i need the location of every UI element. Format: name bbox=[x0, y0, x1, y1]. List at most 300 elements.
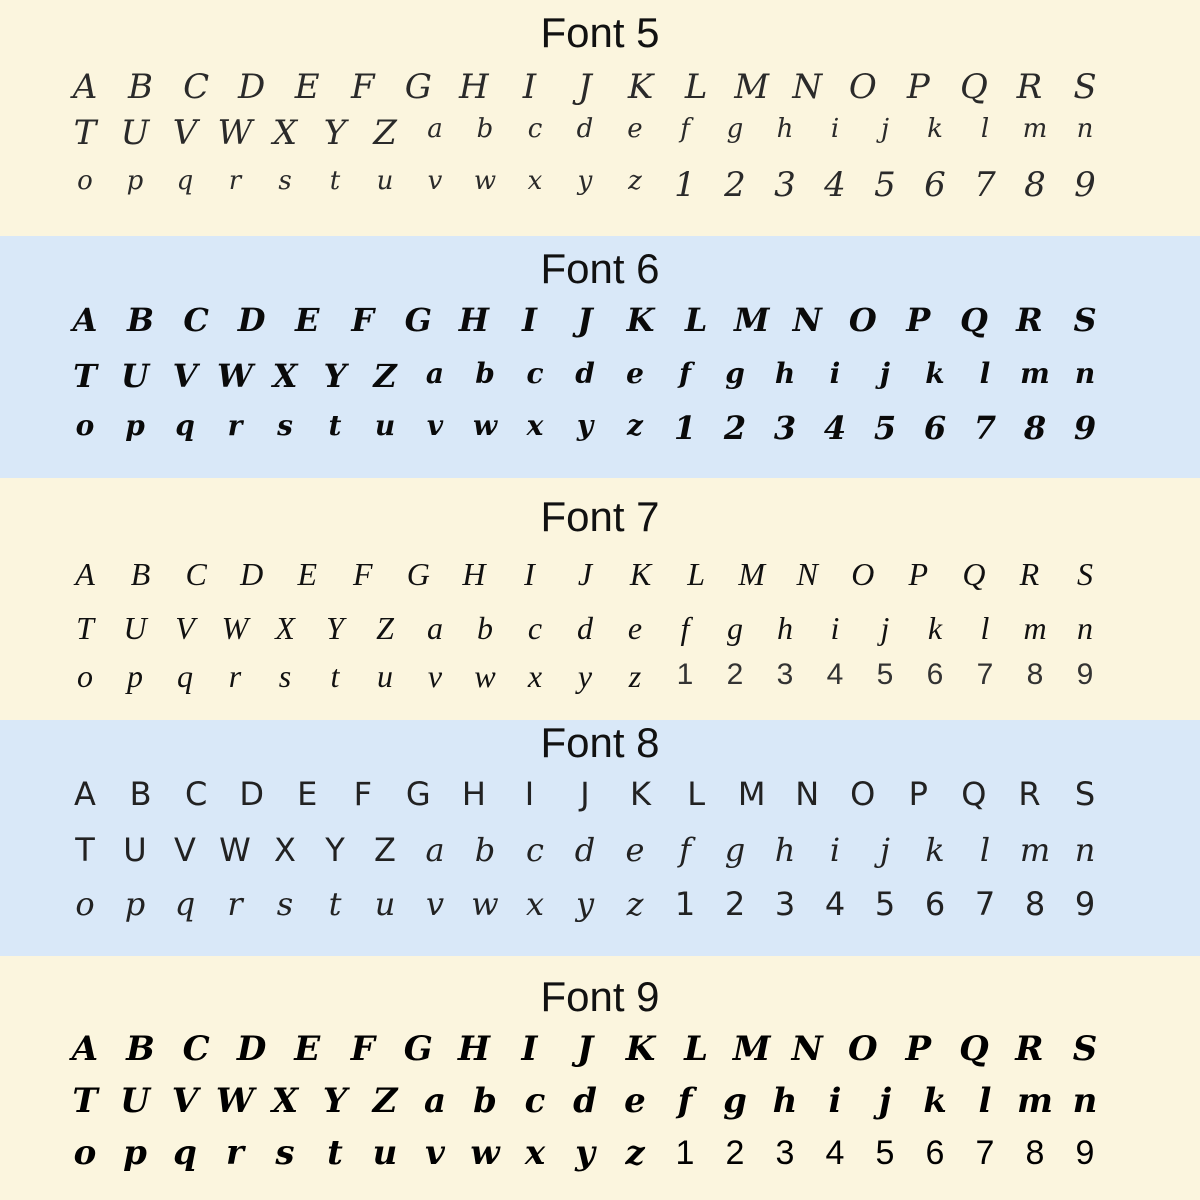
glyph-lower-u: u bbox=[372, 1133, 398, 1173]
glyph-upper-j: J bbox=[576, 1029, 594, 1069]
glyph-upper-w: W bbox=[217, 113, 253, 153]
glyph-digit-1: 1 bbox=[674, 165, 696, 205]
glyph-lower-z: z bbox=[625, 1133, 645, 1173]
glyph-digit-5: 5 bbox=[873, 409, 897, 447]
glyph-upper-t: T bbox=[73, 357, 97, 395]
glyph-lower-c: c bbox=[524, 1081, 546, 1121]
glyph-upper-f: F bbox=[352, 556, 373, 592]
glyph-lower-z: z bbox=[628, 166, 642, 196]
glyph-upper-z: Z bbox=[373, 113, 397, 153]
glyph-lower-q: q bbox=[173, 1133, 197, 1173]
glyph-digit-8: 8 bbox=[1026, 658, 1044, 691]
glyph-lower-f: f bbox=[680, 610, 690, 646]
font-5-panel bbox=[0, 0, 1200, 236]
glyph-lower-e: e bbox=[626, 357, 644, 390]
font-5-row-2 bbox=[0, 113, 1200, 166]
glyph-upper-n: N bbox=[795, 775, 820, 813]
glyph-upper-a: A bbox=[75, 556, 95, 592]
glyph-lower-q: q bbox=[175, 409, 195, 442]
glyph-upper-r: R bbox=[1019, 556, 1040, 592]
glyph-digit-6: 6 bbox=[924, 885, 946, 923]
glyph-lower-f: f bbox=[677, 1081, 693, 1121]
glyph-upper-i: I bbox=[522, 67, 537, 107]
glyph-lower-m: m bbox=[1020, 357, 1050, 390]
glyph-upper-z: Z bbox=[373, 357, 397, 395]
glyph-lower-z: z bbox=[628, 658, 642, 694]
glyph-lower-j: j bbox=[880, 114, 890, 144]
glyph-upper-v: V bbox=[174, 831, 196, 869]
glyph-upper-n: N bbox=[796, 556, 818, 592]
glyph-lower-z: z bbox=[626, 885, 644, 923]
glyph-lower-y: y bbox=[577, 166, 593, 196]
glyph-lower-h: h bbox=[774, 831, 796, 869]
glyph-lower-a: a bbox=[423, 1081, 447, 1121]
glyph-upper-n: N bbox=[792, 67, 823, 107]
glyph-upper-p: P bbox=[908, 556, 929, 592]
glyph-lower-m: m bbox=[1017, 1081, 1053, 1121]
glyph-lower-w: w bbox=[474, 658, 496, 694]
glyph-upper-s: S bbox=[1073, 67, 1097, 107]
glyph-lower-h: h bbox=[774, 357, 796, 390]
glyph-upper-u: U bbox=[123, 610, 147, 646]
glyph-upper-l: L bbox=[684, 67, 708, 107]
font-6-panel bbox=[0, 236, 1200, 478]
glyph-lower-w: w bbox=[470, 1133, 500, 1173]
glyph-digit-3: 3 bbox=[775, 1134, 795, 1172]
font-7-row-2 bbox=[0, 612, 1200, 662]
glyph-lower-e: e bbox=[624, 1081, 646, 1121]
glyph-lower-a: a bbox=[427, 114, 443, 144]
glyph-upper-w: W bbox=[219, 831, 251, 869]
glyph-lower-d: d bbox=[575, 357, 595, 390]
glyph-digit-2: 2 bbox=[726, 658, 744, 691]
glyph-lower-m: m bbox=[1023, 610, 1047, 646]
glyph-upper-s: S bbox=[1073, 301, 1097, 339]
glyph-lower-v: v bbox=[427, 166, 443, 196]
glyph-upper-e: E bbox=[294, 67, 320, 107]
glyph-upper-n: N bbox=[792, 301, 822, 339]
glyph-upper-b: B bbox=[128, 67, 154, 107]
glyph-lower-t: t bbox=[328, 885, 342, 923]
glyph-upper-h: H bbox=[459, 67, 489, 107]
glyph-upper-s: S bbox=[1077, 556, 1093, 592]
font-9-row-2 bbox=[0, 1081, 1200, 1134]
glyph-upper-r: R bbox=[1016, 301, 1043, 339]
glyph-upper-e: E bbox=[297, 556, 317, 592]
glyph-lower-s: s bbox=[278, 658, 292, 694]
glyph-upper-f: F bbox=[350, 67, 375, 107]
glyph-digit-9: 9 bbox=[1075, 1134, 1095, 1172]
glyph-lower-o: o bbox=[75, 409, 95, 442]
glyph-upper-q: Q bbox=[961, 775, 987, 813]
glyph-lower-a: a bbox=[425, 357, 445, 390]
glyph-lower-o: o bbox=[77, 658, 93, 694]
glyph-lower-u: u bbox=[374, 885, 396, 923]
glyph-lower-d: d bbox=[577, 610, 593, 646]
glyph-lower-z: z bbox=[627, 409, 643, 442]
glyph-lower-q: q bbox=[177, 658, 193, 694]
glyph-upper-v: V bbox=[171, 1081, 199, 1121]
glyph-lower-j: j bbox=[879, 357, 891, 390]
glyph-upper-v: V bbox=[172, 357, 198, 395]
glyph-lower-p: p bbox=[123, 1133, 147, 1173]
glyph-lower-v: v bbox=[426, 409, 444, 442]
glyph-lower-x: x bbox=[524, 1133, 546, 1173]
glyph-lower-k: k bbox=[925, 831, 945, 869]
glyph-upper-d: D bbox=[237, 301, 266, 339]
glyph-lower-b: b bbox=[474, 831, 496, 869]
glyph-upper-l: L bbox=[687, 556, 705, 592]
glyph-lower-h: h bbox=[777, 610, 793, 646]
glyph-upper-f: F bbox=[351, 301, 375, 339]
glyph-lower-l: l bbox=[980, 114, 990, 144]
glyph-digit-8: 8 bbox=[1023, 409, 1047, 447]
glyph-digit-1: 1 bbox=[675, 1134, 695, 1172]
font-7-panel bbox=[0, 478, 1200, 720]
glyph-upper-x: X bbox=[272, 113, 298, 153]
glyph-lower-q: q bbox=[174, 885, 196, 923]
glyph-upper-q: Q bbox=[959, 1029, 989, 1069]
glyph-digit-9: 9 bbox=[1074, 165, 1096, 205]
glyph-upper-q: Q bbox=[959, 67, 988, 107]
glyph-digit-3: 3 bbox=[776, 658, 794, 691]
glyph-upper-r: R bbox=[1018, 775, 1041, 813]
glyph-digit-5: 5 bbox=[875, 1134, 895, 1172]
font-9-panel bbox=[0, 956, 1200, 1200]
glyph-upper-z: Z bbox=[374, 831, 396, 869]
glyph-digit-9: 9 bbox=[1076, 658, 1094, 691]
glyph-upper-l: L bbox=[684, 301, 708, 339]
glyph-lower-r: r bbox=[227, 409, 243, 442]
glyph-upper-m: M bbox=[734, 67, 770, 107]
glyph-upper-v: V bbox=[172, 113, 198, 153]
glyph-digit-8: 8 bbox=[1024, 165, 1046, 205]
glyph-lower-j: j bbox=[878, 1081, 892, 1121]
glyph-lower-o: o bbox=[77, 166, 93, 196]
glyph-lower-s: s bbox=[275, 1133, 295, 1173]
glyph-lower-a: a bbox=[425, 831, 445, 869]
glyph-digit-7: 7 bbox=[973, 409, 997, 447]
glyph-upper-q: Q bbox=[962, 556, 986, 592]
glyph-upper-i: I bbox=[521, 301, 537, 339]
font-6-title: Font 6 bbox=[540, 245, 660, 292]
glyph-upper-c: C bbox=[183, 67, 210, 107]
glyph-lower-i: i bbox=[828, 1081, 842, 1121]
font-7-row-1 bbox=[0, 558, 1200, 608]
glyph-upper-a: A bbox=[71, 1029, 99, 1069]
glyph-digit-7: 7 bbox=[975, 1134, 995, 1172]
glyph-upper-t: T bbox=[73, 113, 97, 153]
font-7-row-3 bbox=[0, 660, 1200, 710]
glyph-lower-c: c bbox=[527, 114, 543, 144]
glyph-upper-e: E bbox=[294, 1029, 321, 1069]
glyph-upper-c: C bbox=[183, 301, 209, 339]
glyph-upper-g: G bbox=[403, 1029, 433, 1069]
glyph-lower-s: s bbox=[277, 409, 293, 442]
glyph-upper-z: Z bbox=[376, 610, 394, 646]
glyph-digit-2: 2 bbox=[725, 1134, 745, 1172]
glyph-lower-f: f bbox=[680, 114, 690, 144]
glyph-lower-g: g bbox=[726, 114, 744, 144]
glyph-upper-u: U bbox=[123, 831, 147, 869]
glyph-lower-p: p bbox=[124, 885, 146, 923]
glyph-lower-e: e bbox=[627, 610, 643, 646]
glyph-upper-i: I bbox=[524, 775, 535, 813]
glyph-upper-l: L bbox=[684, 1029, 709, 1069]
glyph-digit-6: 6 bbox=[926, 658, 944, 691]
glyph-lower-b: b bbox=[476, 114, 494, 144]
glyph-upper-r: R bbox=[1015, 1029, 1044, 1069]
glyph-upper-y: Y bbox=[326, 610, 344, 646]
glyph-lower-r: r bbox=[228, 658, 242, 694]
glyph-lower-s: s bbox=[278, 166, 292, 196]
glyph-upper-o: O bbox=[850, 775, 876, 813]
glyph-upper-j: J bbox=[580, 775, 590, 813]
glyph-lower-s: s bbox=[276, 885, 294, 923]
glyph-lower-t: t bbox=[328, 409, 342, 442]
glyph-lower-p: p bbox=[125, 409, 145, 442]
font-8-row-2 bbox=[0, 831, 1200, 884]
glyph-upper-m: M bbox=[733, 301, 770, 339]
glyph-digit-6: 6 bbox=[923, 409, 947, 447]
glyph-upper-y: Y bbox=[323, 357, 347, 395]
glyph-lower-o: o bbox=[75, 885, 95, 923]
glyph-digit-4: 4 bbox=[824, 165, 846, 205]
glyph-lower-a: a bbox=[427, 610, 443, 646]
glyph-upper-n: N bbox=[791, 1029, 823, 1069]
glyph-lower-u: u bbox=[374, 409, 396, 442]
glyph-lower-u: u bbox=[376, 166, 394, 196]
glyph-upper-r: R bbox=[1016, 67, 1043, 107]
glyph-lower-m: m bbox=[1019, 831, 1051, 869]
glyph-lower-g: g bbox=[724, 831, 746, 869]
glyph-digit-5: 5 bbox=[874, 885, 896, 923]
glyph-upper-f: F bbox=[353, 775, 372, 813]
glyph-upper-c: C bbox=[184, 775, 208, 813]
glyph-upper-d: D bbox=[239, 775, 264, 813]
font-8-title: Font 8 bbox=[540, 719, 660, 766]
glyph-digit-2: 2 bbox=[724, 885, 746, 923]
glyph-upper-c: C bbox=[185, 556, 207, 592]
glyph-lower-y: y bbox=[575, 1133, 595, 1173]
glyph-upper-d: D bbox=[236, 1029, 267, 1069]
glyph-lower-l: l bbox=[979, 357, 991, 390]
glyph-lower-i: i bbox=[829, 831, 841, 869]
glyph-upper-h: H bbox=[461, 775, 486, 813]
font-9-row-1 bbox=[0, 1029, 1200, 1082]
glyph-lower-n: n bbox=[1076, 114, 1094, 144]
glyph-upper-l: L bbox=[687, 775, 706, 813]
glyph-upper-j: J bbox=[577, 301, 593, 339]
glyph-lower-r: r bbox=[228, 166, 242, 196]
glyph-upper-x: X bbox=[275, 610, 295, 646]
glyph-lower-b: b bbox=[473, 1081, 497, 1121]
glyph-lower-g: g bbox=[727, 610, 743, 646]
glyph-lower-c: c bbox=[527, 610, 543, 646]
glyph-digit-7: 7 bbox=[974, 885, 996, 923]
glyph-lower-p: p bbox=[126, 166, 144, 196]
glyph-upper-p: P bbox=[908, 775, 928, 813]
glyph-upper-k: K bbox=[625, 1029, 656, 1069]
font-8-panel bbox=[0, 720, 1200, 956]
glyph-upper-a: A bbox=[74, 775, 96, 813]
glyph-upper-t: T bbox=[75, 831, 95, 869]
glyph-lower-x: x bbox=[525, 885, 545, 923]
font-6-row-1 bbox=[0, 301, 1200, 354]
font-5-title: Font 5 bbox=[540, 9, 660, 56]
glyph-upper-o: O bbox=[848, 301, 877, 339]
glyph-lower-d: d bbox=[573, 1081, 597, 1121]
glyph-lower-x: x bbox=[527, 658, 543, 694]
glyph-upper-x: X bbox=[272, 357, 298, 395]
glyph-digit-6: 6 bbox=[925, 1134, 945, 1172]
glyph-lower-e: e bbox=[627, 114, 643, 144]
glyph-lower-i: i bbox=[830, 610, 840, 646]
glyph-lower-r: r bbox=[227, 885, 243, 923]
font-8-row-3 bbox=[0, 885, 1200, 938]
glyph-lower-f: f bbox=[678, 357, 692, 390]
glyph-digit-2: 2 bbox=[724, 165, 746, 205]
glyph-upper-k: K bbox=[629, 556, 652, 592]
glyph-upper-s: S bbox=[1072, 1029, 1098, 1069]
glyph-upper-e: E bbox=[295, 301, 320, 339]
glyph-upper-d: D bbox=[240, 556, 264, 592]
glyph-lower-n: n bbox=[1077, 610, 1093, 646]
glyph-upper-p: P bbox=[906, 67, 930, 107]
glyph-upper-i: I bbox=[521, 1029, 538, 1069]
glyph-upper-u: U bbox=[121, 357, 149, 395]
glyph-upper-a: A bbox=[72, 301, 98, 339]
glyph-upper-t: T bbox=[76, 610, 94, 646]
glyph-lower-t: t bbox=[327, 1133, 343, 1173]
glyph-lower-x: x bbox=[527, 166, 543, 196]
glyph-lower-y: y bbox=[577, 658, 593, 694]
font-9-row-3 bbox=[0, 1133, 1200, 1186]
glyph-lower-c: c bbox=[526, 831, 544, 869]
glyph-lower-q: q bbox=[176, 166, 194, 196]
glyph-upper-g: G bbox=[404, 301, 432, 339]
glyph-digit-3: 3 bbox=[773, 409, 797, 447]
glyph-upper-x: X bbox=[274, 831, 296, 869]
glyph-lower-u: u bbox=[377, 658, 393, 694]
glyph-upper-y: Y bbox=[323, 113, 347, 153]
font-7-title: Font 7 bbox=[540, 493, 660, 540]
glyph-digit-1: 1 bbox=[674, 885, 696, 923]
glyph-lower-j: j bbox=[880, 831, 890, 869]
glyph-lower-v: v bbox=[427, 658, 443, 694]
glyph-lower-d: d bbox=[576, 114, 594, 144]
glyph-upper-p: P bbox=[905, 1029, 932, 1069]
glyph-upper-k: K bbox=[630, 775, 652, 813]
glyph-upper-z: Z bbox=[372, 1081, 398, 1121]
glyph-upper-s: S bbox=[1074, 775, 1096, 813]
glyph-lower-v: v bbox=[425, 1133, 445, 1173]
glyph-lower-n: n bbox=[1074, 831, 1096, 869]
font-6-row-2 bbox=[0, 357, 1200, 410]
glyph-lower-c: c bbox=[526, 357, 544, 390]
glyph-lower-f: f bbox=[679, 831, 691, 869]
glyph-lower-r: r bbox=[226, 1133, 244, 1173]
glyph-lower-t: t bbox=[330, 658, 340, 694]
glyph-lower-n: n bbox=[1072, 1081, 1098, 1121]
glyph-lower-d: d bbox=[574, 831, 596, 869]
glyph-upper-o: O bbox=[847, 1029, 878, 1069]
glyph-upper-u: U bbox=[120, 1081, 150, 1121]
glyph-upper-d: D bbox=[238, 67, 266, 107]
glyph-upper-g: G bbox=[406, 556, 430, 592]
glyph-digit-8: 8 bbox=[1024, 885, 1046, 923]
glyph-upper-b: B bbox=[126, 1029, 155, 1069]
glyph-upper-i: I bbox=[524, 556, 535, 592]
glyph-upper-a: A bbox=[72, 67, 98, 107]
glyph-lower-k: k bbox=[925, 357, 945, 390]
glyph-lower-l: l bbox=[980, 610, 990, 646]
glyph-upper-b: B bbox=[130, 556, 151, 592]
glyph-digit-6: 6 bbox=[924, 165, 946, 205]
glyph-upper-x: X bbox=[271, 1081, 299, 1121]
glyph-upper-p: P bbox=[906, 301, 931, 339]
glyph-lower-k: k bbox=[927, 114, 943, 144]
glyph-upper-b: B bbox=[129, 775, 152, 813]
glyph-digit-5: 5 bbox=[876, 658, 894, 691]
glyph-digit-4: 4 bbox=[825, 1134, 845, 1172]
glyph-digit-1: 1 bbox=[676, 658, 694, 691]
glyph-upper-f: F bbox=[350, 1029, 375, 1069]
glyph-upper-j: J bbox=[578, 67, 592, 107]
glyph-digit-4: 4 bbox=[826, 658, 844, 691]
glyph-lower-p: p bbox=[127, 658, 143, 694]
glyph-upper-y: Y bbox=[322, 1081, 348, 1121]
glyph-lower-x: x bbox=[526, 409, 544, 442]
glyph-lower-i: i bbox=[829, 357, 841, 390]
glyph-upper-c: C bbox=[182, 1029, 210, 1069]
glyph-lower-m: m bbox=[1022, 114, 1048, 144]
glyph-upper-b: B bbox=[127, 301, 155, 339]
glyph-upper-k: K bbox=[626, 301, 655, 339]
glyph-digit-7: 7 bbox=[974, 165, 996, 205]
glyph-upper-u: U bbox=[120, 113, 150, 153]
glyph-lower-o: o bbox=[73, 1133, 97, 1173]
glyph-upper-w: W bbox=[221, 610, 249, 646]
glyph-upper-g: G bbox=[404, 67, 432, 107]
glyph-lower-g: g bbox=[725, 357, 745, 390]
glyph-upper-m: M bbox=[732, 1029, 771, 1069]
glyph-lower-y: y bbox=[576, 409, 594, 442]
glyph-upper-w: W bbox=[215, 1081, 255, 1121]
glyph-lower-y: y bbox=[575, 885, 595, 923]
font-5-row-3 bbox=[0, 165, 1200, 218]
glyph-lower-k: k bbox=[923, 1081, 947, 1121]
glyph-digit-7: 7 bbox=[976, 658, 994, 691]
glyph-digit-8: 8 bbox=[1025, 1134, 1045, 1172]
glyph-upper-h: H bbox=[462, 556, 486, 592]
glyph-upper-m: M bbox=[738, 556, 765, 592]
glyph-upper-g: G bbox=[405, 775, 431, 813]
glyph-lower-g: g bbox=[723, 1081, 747, 1121]
glyph-lower-t: t bbox=[329, 166, 341, 196]
glyph-digit-3: 3 bbox=[774, 165, 796, 205]
glyph-lower-j: j bbox=[880, 610, 890, 646]
glyph-lower-l: l bbox=[978, 1081, 992, 1121]
glyph-digit-9: 9 bbox=[1074, 885, 1096, 923]
glyph-digit-4: 4 bbox=[823, 409, 847, 447]
glyph-lower-h: h bbox=[772, 1081, 798, 1121]
glyph-lower-b: b bbox=[477, 610, 493, 646]
glyph-lower-w: w bbox=[473, 166, 497, 196]
glyph-upper-k: K bbox=[627, 67, 654, 107]
font-8-row-1 bbox=[0, 775, 1200, 828]
glyph-upper-t: T bbox=[72, 1081, 98, 1121]
